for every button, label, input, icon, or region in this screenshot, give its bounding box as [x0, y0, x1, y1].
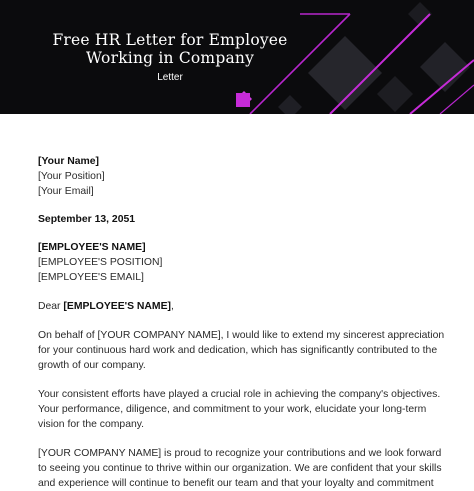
decor-tile: [408, 2, 432, 26]
paragraph-line: to seeing you continue to thrive within our organization. We are confident that your skills: [38, 463, 442, 474]
salutation-suffix: ,: [170, 301, 174, 312]
recipient-email: [EMPLOYEE'S EMAIL]: [38, 272, 144, 283]
sender-email: [Your Email]: [38, 186, 94, 197]
document-title: [20, 31, 320, 67]
paragraph: [38, 387, 441, 432]
document-subtitle: Letter: [157, 72, 183, 83]
paragraph-line: [YOUR COMPANY NAME] is proud to recognize your contributions and we look forward: [38, 448, 442, 459]
paragraph: [38, 446, 442, 491]
paragraph: [38, 328, 445, 373]
title-line: Free HR Letter for Employee: [52, 31, 288, 49]
recipient-name: [EMPLOYEE'S NAME]: [38, 242, 146, 253]
header-banner: [0, 0, 474, 114]
sender-position: [Your Position]: [38, 171, 105, 182]
paragraph-line: and experience will continue to benefit our team and that your loyalty and commitment: [38, 478, 434, 489]
paragraph-line: growth of our company.: [38, 360, 146, 371]
salutation-name: [EMPLOYEE'S NAME]: [63, 301, 171, 312]
paragraph-line: On behalf of [YOUR COMPANY NAME], I would like to extend my sincerest appreciation: [38, 330, 445, 341]
recipient-position: [EMPLOYEE'S POSITION]: [38, 257, 163, 268]
decor-tile: [278, 95, 302, 114]
decor-tile: [377, 76, 413, 112]
salutation: [38, 299, 438, 314]
sender-name: [Your Name]: [38, 156, 100, 167]
paragraph-line: Your performance, diligence, and commitment to your work, elucidate your long-term: [38, 404, 427, 415]
paragraph-line: vision for the company.: [38, 419, 145, 430]
letter-body: [38, 154, 445, 491]
recipient-block: [38, 240, 438, 285]
letter-date: September 13, 2051: [38, 214, 136, 225]
title-line: Working in Company: [85, 49, 255, 67]
paragraph-line: Your consistent efforts have played a crucial role in achieving the company's objectives.: [38, 389, 441, 400]
salutation-prefix: Dear: [38, 301, 61, 312]
decor-accent-square: [236, 93, 250, 107]
paragraph-line: for your continuous hard work and dedication, which has significantly contributed to the: [38, 345, 438, 356]
sender-block: [38, 154, 438, 199]
